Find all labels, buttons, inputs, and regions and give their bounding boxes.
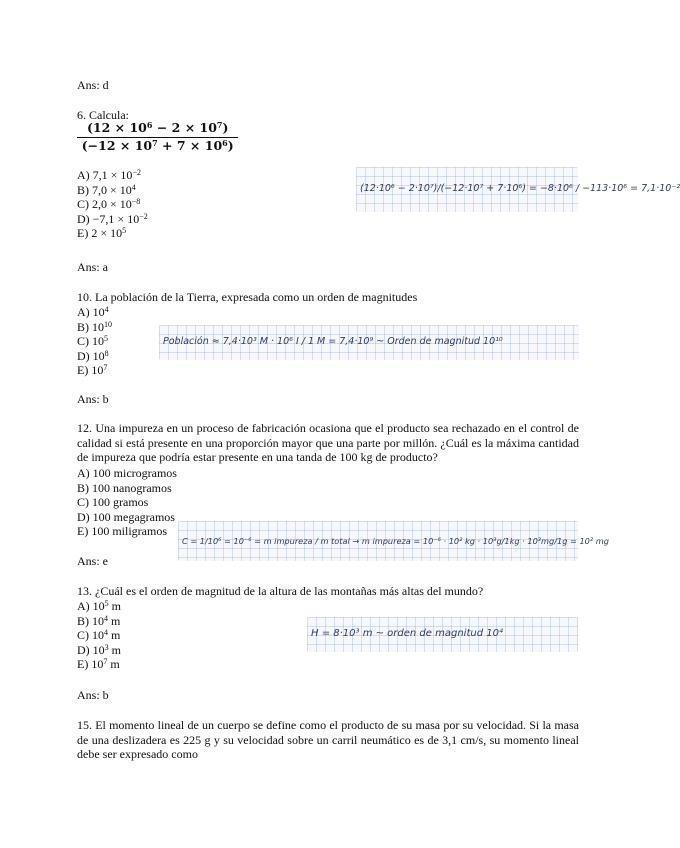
option-b: B) $7,0 \times 10^4$ bbox=[77, 182, 136, 197]
handwritten-note-q12: C = 1/10⁶ = 10⁻⁶ = m impureza / m total → m impureza = 10⁻⁶ · 10² kg · 10³g/1kg · 10³mg/1g = 10² mg bbox=[178, 521, 578, 561]
option-a: A) $10^4$ bbox=[77, 305, 109, 319]
fraction-numerator: $(12 \times 10^6 - 2 \times 10^7)$ bbox=[77, 121, 238, 138]
answer-previous: Ans: d bbox=[77, 78, 109, 92]
option-d: $D) -7,1 \times 10^{-2}$ bbox=[77, 211, 148, 226]
option-e: E) 100 miligramos bbox=[77, 524, 167, 538]
option-e: E) $2 \times 10^5$ bbox=[77, 226, 127, 240]
option-b: B) 100 nanogramos bbox=[77, 480, 172, 495]
question-15-text: 15. El momento lineal de un cuerpo se define como el producto de su masa por su velocidad. Si la masa de una deslizadera es 225 g y su velocidad sobre un carril neumático es de 3,1 cm/s, su momento lineal debe ser expresado como bbox=[77, 718, 579, 761]
option-c: C) $10^5$ bbox=[77, 334, 108, 348]
option-a: A) 100 microgramos bbox=[77, 466, 177, 480]
option-b: B) $10^4$ m bbox=[77, 613, 121, 628]
question-6-title: 6. Calcula: bbox=[77, 108, 129, 122]
question-13-answer: Ans: b bbox=[77, 688, 109, 702]
option-e: E) $10^7$ bbox=[77, 363, 108, 377]
question-13-title: 13. ¿Cuál es el orden de magnitud de la altura de las montañas más altas del mundo? bbox=[77, 584, 484, 598]
option-d: D) 100 megagramos bbox=[77, 509, 175, 524]
question-6-answer: Ans: a bbox=[77, 260, 108, 274]
option-a: A) $10^5$ m bbox=[77, 599, 122, 613]
question-12-answer: Ans: e bbox=[77, 554, 108, 568]
option-d: D) $10^8$ bbox=[77, 348, 109, 363]
handwritten-note-q10: Población ≈ 7,4·10³ M · 10⁶ I / 1 M = 7,4·10⁹ ~ Orden de magnitud 10¹⁰ bbox=[159, 325, 579, 360]
option-b: B) $10^{10}$ bbox=[77, 319, 112, 334]
handwritten-note-q6: (12·10⁶ − 2·10⁷)/(−12·10⁷ + 7·10⁶) = −8·10⁶ / −113·10⁶ = 7,1·10⁻² bbox=[356, 167, 578, 212]
question-6-fraction bbox=[77, 121, 238, 153]
question-12-text: 12. Una impureza en un proceso de fabricación ocasiona que el producto sea rechazado en el control de calidad si está presente en una proporción mayor que una parte por millón. ¿Cuál es la máxima cantidad de impureza que podría estar presente en una tanda de 100 kg de producto? bbox=[77, 421, 579, 464]
option-c: C) $10^4$ m bbox=[77, 628, 121, 642]
option-a: A) $7,1 \times 10^{-2}$ bbox=[77, 168, 141, 182]
handwritten-note-q13: H = 8·10³ m ~ orden de magnitud 10⁴ bbox=[307, 617, 578, 652]
option-e: E) $10^7$ m bbox=[77, 657, 120, 671]
question-10-title: 10. La población de la Tierra, expresada como un orden de magnitudes bbox=[77, 290, 418, 304]
question-10-answer: Ans: b bbox=[77, 392, 109, 406]
option-c: C) 100 gramos bbox=[77, 495, 149, 509]
option-d: D) $10^3$ m bbox=[77, 642, 122, 657]
fraction-denominator: $(-12 \times 10^7 + 7 \times 10^6)$ bbox=[81, 137, 234, 153]
option-c: C) $2,0 \times 10^{-8}$ bbox=[77, 197, 141, 211]
